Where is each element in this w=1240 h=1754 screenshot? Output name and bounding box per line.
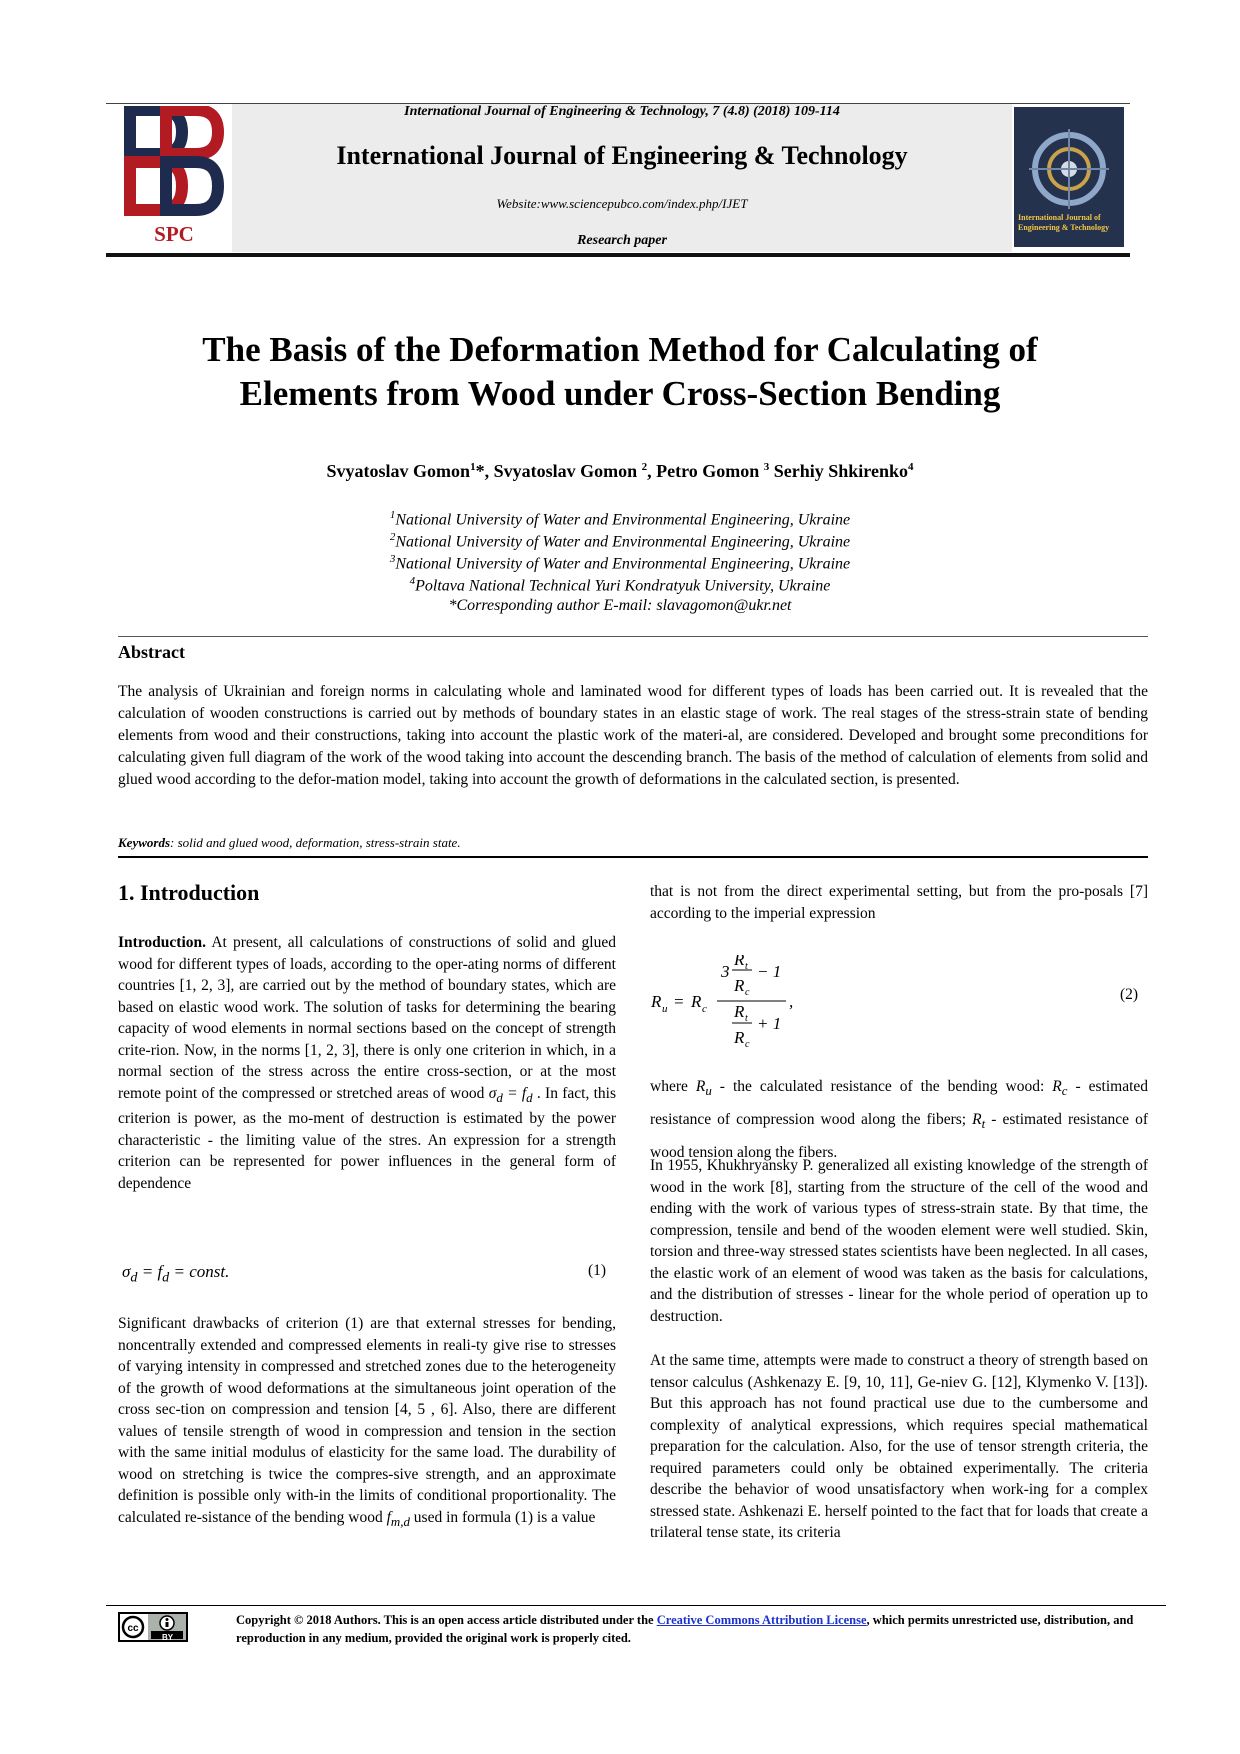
- affiliation-text: National University of Water and Environmental Engineering, Ukraine: [395, 511, 851, 529]
- license-link[interactable]: Creative Commons Attribution License: [656, 1613, 867, 1627]
- svg-text:− 1: − 1: [757, 962, 782, 981]
- affiliation-mark: 4: [409, 575, 416, 587]
- right-paragraph-2: [650, 1072, 1148, 1167]
- abstract-bottom-rule: [118, 856, 1148, 858]
- equation-2: [651, 955, 831, 1055]
- footer-rule: [106, 1605, 1166, 1606]
- copyright-notice: [236, 1611, 1156, 1647]
- svg-text:3: 3: [721, 962, 730, 981]
- svg-text:R: R: [651, 992, 662, 1011]
- copyright-text: Copyright © 2018 Authors. This is an open access article distributed under the: [236, 1613, 657, 1627]
- svg-text:c: c: [745, 1039, 750, 1050]
- author-name: Svyatoslav Gomon: [326, 461, 471, 481]
- affiliation-text: National University of Water and Environmental Engineering, Ukraine: [395, 555, 851, 573]
- right-paragraph-3: In 1955, Khukhryansky P. generalized all existing knowledge of the strength of wood in the work [8], starting from the structure of the cell of the wood and ending with the work of various types of stress-strain state. By that time, the compression, tensile and bend of the wooden element were well studied. Skin, torsion and three-way stressed states scientists have been neglected. In all cases, the elastic work of an element of wood was taken as the basis for calculations, and the distribution of stresses - linear for the whole period of operation up to destruction.: [650, 1157, 1148, 1325]
- abstract-heading: Abstract: [118, 642, 185, 662]
- affiliation: [120, 553, 1120, 573]
- paragraph-text: - estimated resistance of wood tension along the fibers.: [650, 1111, 1149, 1162]
- svg-text:R: R: [734, 976, 745, 995]
- intro-paragraph-1: [118, 932, 616, 1194]
- equation-1: $\sigma_d = f_d$ = const.: [122, 1262, 230, 1286]
- spc-logo-mark: [116, 106, 232, 218]
- right-paragraph-4: At the same time, attempts were made to construct a theory of strength based on tensor calculus (Ashkenazy E. [9, 10, 11], Ge-niev G. [12], Klymenko V. [13]). But this approach has not found practical use due to the cumbersome and complexity of analytical expressions, which requires special mathematical preparation for the calculation. Also, for the use of tensor strength criteria, the required parameters could only be obtained experimentally. The criteria describe the behavior of wood unsatisfactory when work-ing for a complex stressed state. Ashkenazi E. herself pointed to the fact that for loads that create a trilateral tense state, its criteria: [650, 1352, 1148, 1541]
- abstract-top-rule: [118, 636, 1148, 637]
- journal-cover-image: [1014, 107, 1124, 247]
- paragraph-text: Significant drawbacks of criterion (1) are that external stresses for bending, noncentrally extended and compressed elements in reali-ty give rise to stresses of varying intensity in compressed and stretched zones due to the heterogeneity of the growth of wood deformations at the simultaneous joint operation of the cross sec-tion on compression and tension [4, 5 , 6]. Also, there are different values of tensile strength of wood in compression and tension in the section with the same initial modulus of elasticity for the same load. The durability of wood on stretching is twice the compres-sive strength, and an approximate definition is possible only with-in the limits of conditional proportionality. The calculated re-sistance of the bending wood: [118, 1315, 616, 1526]
- svg-text:t: t: [745, 1013, 748, 1024]
- inline-equation: $R_c$: [1052, 1078, 1068, 1099]
- paragraph-lead: Introduction.: [118, 934, 206, 951]
- cover-title: International Journal of Engineering & Technology: [1018, 213, 1110, 232]
- svg-text:t: t: [745, 961, 748, 972]
- paragraph-text: . In fact, this criterion is power, as the mo-ment of destruction is estimated by the power characteristic - the limiting value of the stres. An expression for a strength criterion can be represented for power influences in the general form of dependence: [118, 1084, 616, 1192]
- svg-text:,: ,: [789, 992, 794, 1011]
- affiliation-text: National University of Water and Environmental Engineering, Ukraine: [395, 533, 851, 551]
- journal-website: Website:www.sciencepubco.com/index.php/IJET: [496, 196, 748, 211]
- journal-title: International Journal of Engineering & Technology: [336, 141, 908, 170]
- affiliation: [120, 531, 1120, 551]
- svg-text:c: c: [745, 987, 750, 998]
- paragraph-text: where: [650, 1078, 688, 1095]
- author-name: Petro Gomon: [656, 461, 764, 481]
- cc-by-label: BY: [162, 1633, 174, 1642]
- author-name: Svyatoslav Gomon: [493, 461, 642, 481]
- intro-paragraph-2: [118, 1313, 616, 1532]
- equation-2-formula: [651, 955, 831, 1055]
- paragraph-text: - the calculated resistance of the bending wood:: [711, 1078, 1045, 1095]
- affiliation-text: Poltava National Technical Yuri Kondratyuk University, Ukraine: [415, 577, 831, 595]
- paper-title-line-2: Elements from Wood under Cross-Section Bending: [239, 374, 1001, 413]
- affiliation: [120, 575, 1120, 595]
- cc-license-badge[interactable]: [118, 1612, 188, 1642]
- author-separator: *,: [475, 461, 494, 481]
- svg-text:+ 1: + 1: [757, 1014, 782, 1033]
- keywords: [118, 835, 461, 851]
- svg-text:=: =: [673, 992, 685, 1011]
- equation-1-number: (1): [588, 1262, 607, 1279]
- svg-text:c: c: [702, 1003, 707, 1015]
- author-affiliation-mark: 3: [763, 461, 770, 473]
- author-name: Serhiy Shkirenko: [773, 461, 908, 481]
- inline-equation: $R_u$: [695, 1078, 712, 1099]
- inline-equation: $R_t$: [972, 1111, 986, 1132]
- affiliation-mark: 1: [389, 509, 396, 521]
- header-bottom-rule: [106, 253, 1130, 257]
- author-affiliation-mark: 1: [470, 461, 476, 473]
- svg-text:cc: cc: [127, 1623, 139, 1634]
- section-heading: 1. Introduction: [118, 880, 260, 905]
- author-list: [120, 461, 1120, 482]
- paper-title: [120, 328, 1120, 416]
- corresponding-author: *Corresponding author E-mail: slavagomon@ukr.net: [448, 597, 792, 614]
- author-affiliation-mark: 2: [641, 461, 648, 473]
- svg-text:R: R: [734, 1028, 745, 1047]
- svg-text:R: R: [691, 992, 702, 1011]
- abstract-text: The analysis of Ukrainian and foreign norms in calculating whole and laminated wood for different types of loads has been carried out. It is revealed that the calculation of wooden constructions is carried out by methods of boundary states in an elastic stage of work. The real stages of the stress-strain state of bending elements from wood and their constructions, taking into account the plastic work of the materi-al, are considered. Developed and brought some preconditions for calculating given full diagram of the work of the wood taking into account the descending branch. The basis of the method of calculation of elements from solid and glued wood according to the defor-mation model, taking into account the growth of deformations in the calculated section, is presented.: [118, 683, 1148, 788]
- affiliation: [120, 509, 1120, 529]
- affiliation-mark: 2: [389, 531, 396, 543]
- copyright-text: , which permits unrestricted use, distribution, and reproduction in any medium, provided the original work is properly cited.: [236, 1613, 1134, 1645]
- paragraph-text: - estimated resistance of compression wood along the fibers;: [650, 1078, 1149, 1129]
- paragraph-text: At present, all calculations of constructions of solid and glued wood for different types of loads, according to the oper-ating norms of different countries [1, 2, 3], are carried out by the method of boundary states, which are based on elastic wood work. The solution of tasks for determining the bearing capacity of wood elements in normal sections based on the concept of strength crite-rion. Now, in the norms [1, 2, 3], there is only one criterion in which, in a normal section of the stress across the entire cross-section, or at the most remote point of the compressed or stretched areas of wood: [118, 934, 616, 1102]
- article-type: Research paper: [577, 233, 667, 248]
- svg-text:R: R: [734, 1002, 745, 1021]
- keywords-label: Keywords: [118, 835, 170, 850]
- right-paragraph-1: that is not from the direct experimental setting, but from the pro-posals [7] according to the imperial expression: [650, 883, 1148, 922]
- affiliation-mark: 3: [389, 553, 396, 565]
- author-affiliation-mark: 4: [907, 461, 914, 473]
- paragraph-text: used in formula (1) is a value: [413, 1508, 596, 1526]
- inline-equation: $f_{m,d}$: [386, 1508, 410, 1529]
- equation-2-number: (2): [1120, 986, 1139, 1003]
- cc-by-icon: [120, 1614, 186, 1640]
- keywords-text: : solid and glued wood, deformation, stress-strain state.: [170, 835, 461, 850]
- author-separator: ,: [647, 461, 657, 481]
- svg-text:R: R: [734, 955, 745, 969]
- paper-title-line-1: The Basis of the Deformation Method for Calculating of: [202, 330, 1038, 369]
- inline-equation: $\sigma_d = f_d$: [488, 1084, 533, 1105]
- spc-logo: [116, 106, 232, 252]
- svg-text:u: u: [662, 1003, 668, 1015]
- header-band: [232, 104, 1012, 252]
- logo-label: SPC: [154, 222, 194, 246]
- journal-citation: International Journal of Engineering & Technology, 7 (4.8) (2018) 109-114: [404, 104, 840, 119]
